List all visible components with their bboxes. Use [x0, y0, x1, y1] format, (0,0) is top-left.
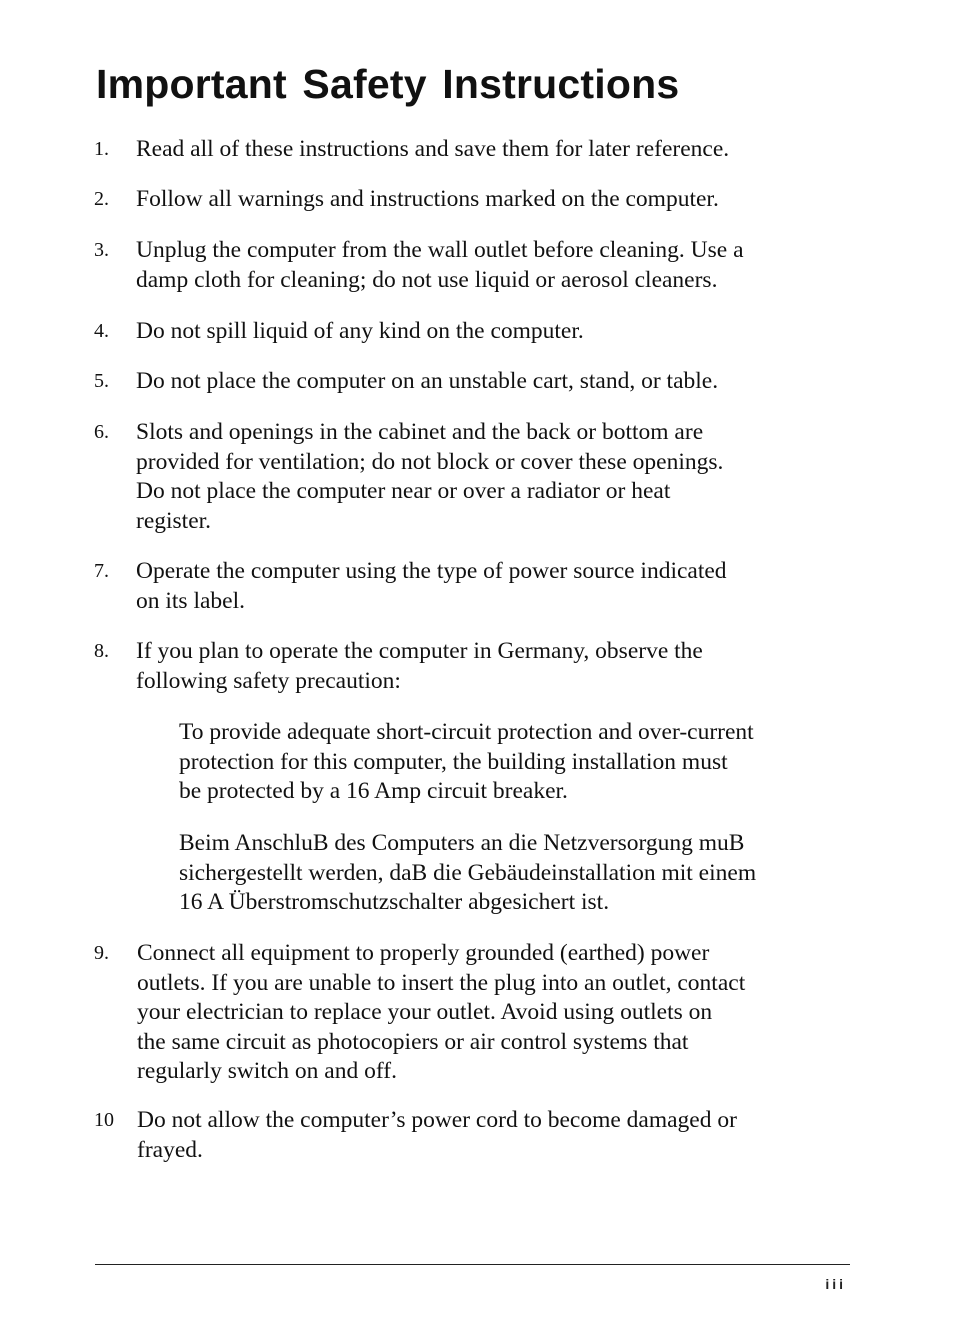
item-line: register. [136, 507, 212, 534]
note-line: 16 A Überstromschutzschalter abgesichert ist. [179, 889, 610, 915]
item-line: Slots and openings in the cabinet and the back or bottom are [136, 419, 704, 445]
item-number: 5. [94, 370, 109, 392]
item-line: Read all of these instructions and save them for later reference. [136, 136, 730, 162]
item-number: 2. [94, 188, 109, 210]
germany-note-german [179, 829, 859, 918]
item-text [136, 637, 856, 696]
item-line: Do not spill liquid of any kind on the computer. [136, 318, 584, 344]
item-number: 8. [94, 640, 109, 662]
item-text [136, 418, 856, 536]
item-text [136, 557, 856, 616]
item-number: 7. [94, 560, 109, 582]
item-line: Operate the computer using the type of power source indicated [136, 558, 727, 584]
footer-rule [95, 1264, 850, 1265]
item-line: Do not place the computer near or over a radiator or heat [136, 478, 671, 504]
item-line: damp cloth for cleaning; do not use liquid or aerosol cleaners. [136, 266, 718, 293]
item-line: on its label. [136, 587, 245, 614]
item-line: Unplug the computer from the wall outlet before cleaning. Use a [136, 237, 744, 263]
item-line: provided for ventilation; do not block or cover these openings. [136, 448, 724, 475]
item-line: the same circuit as photocopiers or air control systems that [137, 1028, 689, 1055]
item-line: Connect all equipment to properly grounded (earthed) power [137, 940, 710, 966]
item-line: Follow all warnings and instructions marked on the computer. [136, 186, 719, 212]
item-line: following safety precaution: [136, 667, 401, 694]
page-title: Important Safety Instructions [96, 61, 680, 107]
item-number: 3. [94, 239, 109, 261]
item-text [137, 939, 857, 1087]
item-text [136, 185, 856, 215]
note-line: sichergestellt werden, daB die Gebäudeinstallation mit einem [179, 859, 757, 886]
item-number: 10 [94, 1109, 114, 1131]
item-line: outlets. If you are unable to insert the plug into an outlet, contact [137, 969, 746, 996]
note-line: protection for this computer, the building installation must [179, 748, 728, 775]
item-text [137, 1106, 857, 1165]
page-number: iii [825, 1276, 846, 1292]
note-line: To provide adequate short-circuit protection and over-current [179, 719, 754, 745]
item-text [136, 317, 856, 347]
item-number: 4. [94, 320, 109, 342]
item-line: Do not place the computer on an unstable cart, stand, or table. [136, 368, 719, 394]
note-line: be protected by a 16 Amp circuit breaker. [179, 778, 568, 804]
item-line: your electrician to replace your outlet. Avoid using outlets on [137, 999, 713, 1025]
item-text [136, 236, 856, 295]
item-number: 6. [94, 421, 109, 443]
item-line: regularly switch on and off. [137, 1058, 397, 1084]
item-text [136, 135, 856, 165]
note-line: Beim AnschluB des Computers an die Netzversorgung muB [179, 830, 745, 856]
item-line: frayed. [137, 1136, 203, 1163]
item-number: 9. [94, 942, 109, 964]
item-number: 1. [94, 138, 109, 160]
item-line: Do not allow the computer’s power cord to become damaged or [137, 1107, 737, 1133]
item-line: If you plan to operate the computer in Germany, observe the [136, 638, 703, 664]
germany-note-english [179, 718, 859, 807]
item-text [136, 367, 856, 397]
